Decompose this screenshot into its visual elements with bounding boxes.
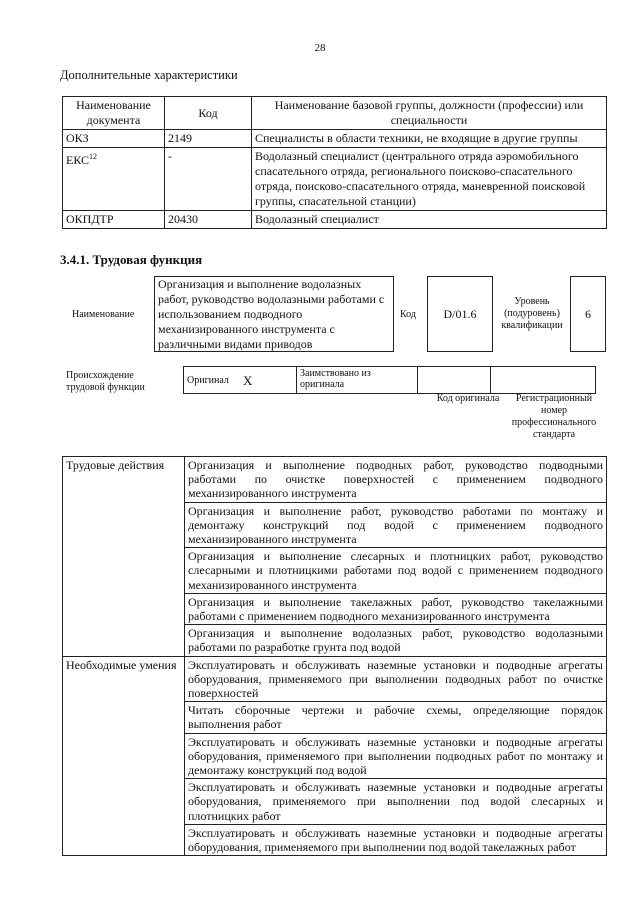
original-mark: X: [240, 367, 297, 394]
page-number: 28: [314, 42, 326, 54]
action-item: Организация и выполнение такелажных работ, руководство такелажными работами с применением подводного механизированного инструмента: [185, 593, 607, 624]
action-item: Организация и выполнение подводных работ, руководство подводными работами по очистке поверхностей с применением подводного механизированного инструмента: [185, 457, 607, 503]
table-row: [63, 130, 607, 148]
footnote-ref: 12: [89, 152, 98, 161]
section-heading: Дополнительные характеристики: [60, 68, 238, 82]
doc-cell: [63, 211, 165, 229]
header-code: Код: [165, 97, 252, 130]
doc-cell: [63, 130, 165, 148]
original-label: Оригинал: [184, 367, 241, 394]
skills-label: Необходимые умения: [63, 656, 185, 856]
skill-item: Эксплуатировать и обслуживать наземные установки и подводные агрегаты оборудования, применяемого при выполнении под водой такелажных работ: [185, 824, 607, 855]
function-details-table: [62, 456, 607, 856]
table-header-row: [63, 97, 607, 130]
group-cell: Водолазный специалист: [252, 211, 607, 229]
original-code-caption: Код оригинала: [436, 393, 500, 404]
code-cell: -: [165, 148, 252, 211]
action-item: Организация и выполнение работ, руководство работами по монтажу и демонтажу конструкций под водой с применением подводного механизированного инструмента: [185, 502, 607, 548]
skill-item: Эксплуатировать и обслуживать наземные установки и подводные агрегаты оборудования, применяемого при выполнении под водой слесарных и плотницких работ: [185, 779, 607, 825]
code-cell: 2149: [165, 130, 252, 148]
doc-name: ОКЗ: [66, 131, 89, 145]
level-label: Уровень (подуровень) квалификации: [501, 296, 563, 331]
reg-number-caption: Регистрационный номер профессионального стандарта: [511, 393, 597, 440]
table-row: [63, 211, 607, 229]
name-label: Наименование: [72, 309, 135, 320]
action-item: Организация и выполнение водолазных работ, руководство водолазными работами по разработке грунта под водой: [185, 625, 607, 656]
origin-row: [184, 367, 596, 394]
code-label: Код: [400, 309, 416, 320]
labor-function-heading: 3.4.1. Трудовая функция: [60, 252, 203, 267]
doc-name: ОКПДТР: [66, 212, 114, 226]
origin-label: Происхождение трудовой функции: [66, 370, 145, 393]
table-row: [63, 656, 607, 702]
function-name-box: Организация и выполнение водолазных работ, руководство водолазными работами с использованием подводного механизированного инструмента с различными видами приводов: [154, 276, 394, 352]
table-row: [63, 148, 607, 211]
doc-name: ЕКС: [66, 153, 90, 167]
qualification-level-box: 6: [570, 276, 606, 352]
borrowed-label: Заимствовано из оригинала: [297, 367, 418, 394]
skill-item: Эксплуатировать и обслуживать наземные установки и подводные агрегаты оборудования, применяемого при выполнении подводных работ по очистке поверхностей: [185, 656, 607, 702]
original-code-cell: [418, 367, 491, 394]
origin-table: [183, 366, 596, 394]
header-doc-name: Наименование документа: [63, 97, 165, 130]
function-code-box: D/01.6: [427, 276, 493, 352]
group-cell: Водолазный специалист (центрального отряда аэромобильного спасательного отряда, регионального поисково-спасательного отряда, поисково-спасательного отряда, маневренной поисковой группы, спасательной станции): [252, 148, 607, 211]
skill-item: Читать сборочные чертежи и рабочие схемы, определяющие порядок выполнения работ: [185, 702, 607, 733]
reg-number-cell: [491, 367, 596, 394]
skill-item: Эксплуатировать и обслуживать наземные установки и подводные агрегаты оборудования, применяемого при выполнении подводных работ по монтажу и демонтажу конструкций под водой: [185, 733, 607, 779]
table-row: [63, 457, 607, 503]
additional-characteristics-table: [62, 96, 607, 229]
action-item: Организация и выполнение слесарных и плотницких работ, руководство слесарными и плотницкими работами под водой с применением подводного механизированного инструмента: [185, 548, 607, 594]
code-cell: 20430: [165, 211, 252, 229]
header-group-name: Наименование базовой группы, должности (профессии) или специальности: [252, 97, 607, 130]
actions-label: Трудовые действия: [63, 457, 185, 657]
doc-cell: [63, 148, 165, 211]
group-cell: Специалисты в области техники, не входящие в другие группы: [252, 130, 607, 148]
